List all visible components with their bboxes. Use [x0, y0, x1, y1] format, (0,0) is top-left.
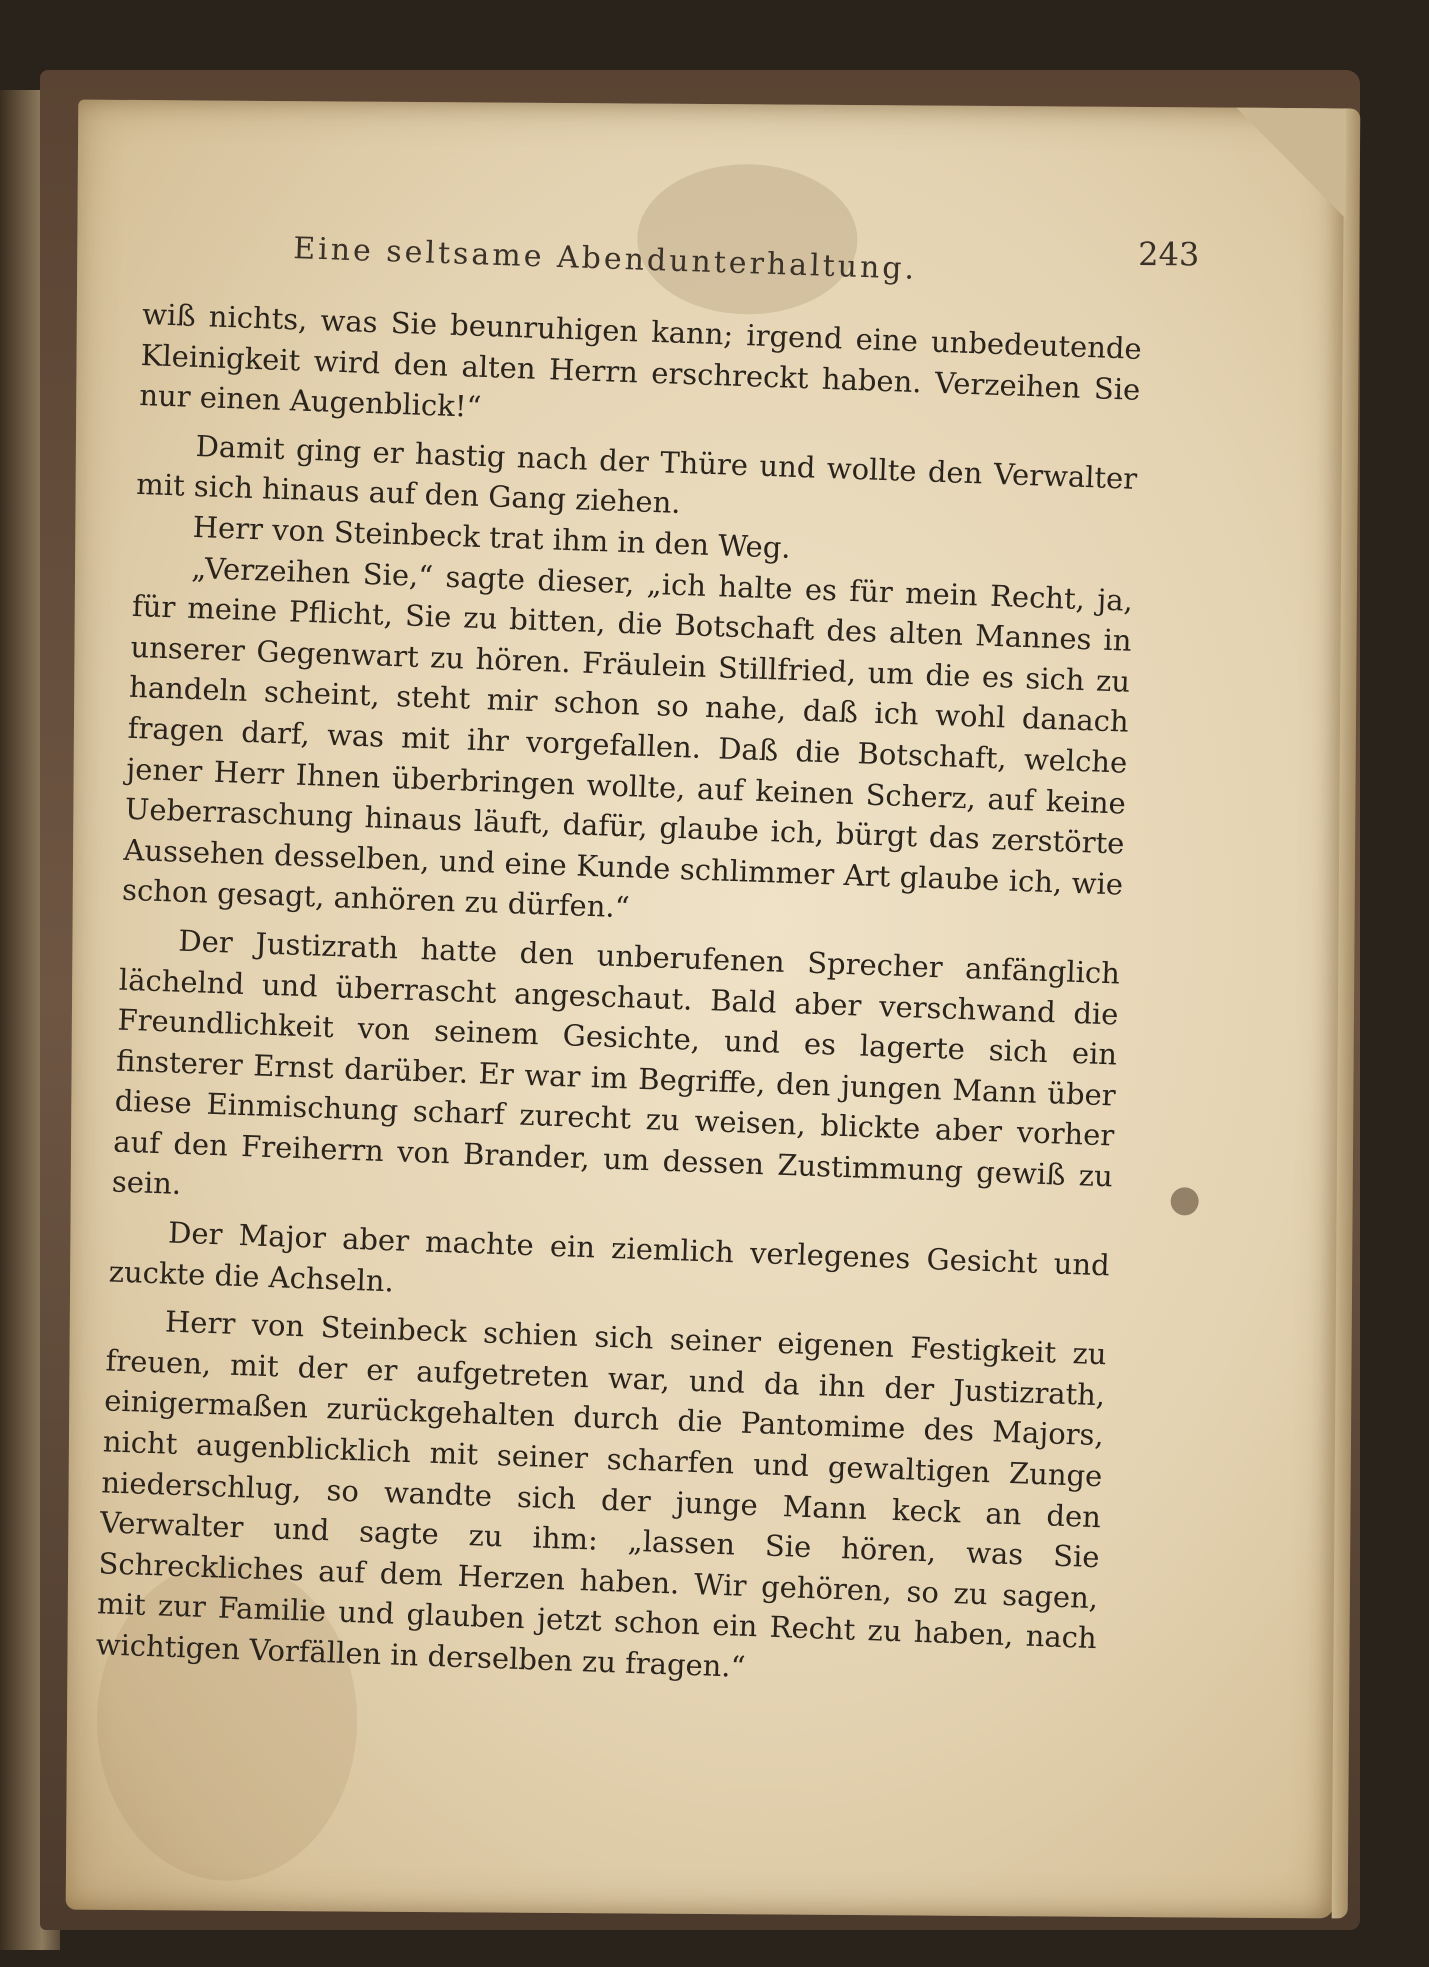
folded-corner: [1236, 108, 1347, 219]
book-page: [66, 100, 1347, 1919]
page-content: [95, 230, 1200, 1684]
body-text: [95, 294, 1142, 1700]
paragraph: Der Justizrath hatte den unberufenen Sprecher anfänglich lächelnd und überrascht angeschaut. Bald aber verschwand die Freundlichkeit von seinem Gesichte, und es lagerte sich ein finsterer Ernst darüber. Er war im Begriffe, den jungen Mann über diese Einmischung scharf zurecht zu weisen, blickte aber vorher auf den Freiherrn von Brander, um dessen Zustimmung gewiß zu sein.: [111, 923, 1121, 1202]
paragraph: Der Major aber machte ein ziemlich verlegenes Gesicht und zuckte die Achseln.: [108, 1215, 1111, 1299]
paragraph: Herr von Steinbeck trat ihm in den Weg.: [192, 509, 792, 565]
paragraph: wiß nichts, was Sie beunruhigen kann; irgend eine unbedeutende Kleinigkeit wird den alten Herrn erschreckt haben. Verzeihen Sie nur einen Augenblick!“: [138, 297, 1143, 425]
running-title: Eine seltsame Abendunterhaltung.: [292, 231, 918, 287]
paper-spot: [1171, 1187, 1199, 1215]
paragraph: „Verzeihen Sie,“ sagte dieser, „ich halte es für mein Recht, ja, für meine Pflicht, Sie zu bitten, die Botschaft des alten Mannes in unserer Gegenwart zu hören. Fräulein Stillfried, um die es sich zu handeln scheint, steht mir schon so nahe, daß ich wohl danach fragen darf, was mit ihr vorgefallen. Daß die Botschaft, welche jener Herr Ihnen überbringen wollte, auf keinen Scherz, auf keine Ueberraschung hinaus läuft, dafür, glaube ich, bürgt das zerstörte Aussehen desselben, und eine Kunde schlimmer Art glaube ich, wie schon gesagt, anhören zu dürfen.“: [121, 550, 1134, 925]
paragraph: Herr von Steinbeck schien sich seiner eigenen Festigkeit zu freuen, mit der er aufgetreten war, und da ihn der Justizrath, einigermaßen zurückgehalten durch die Pantomime des Majors, nicht augenblicklich mit seiner scharfen und gewaltigen Zunge niederschlug, so wandte sich der junge Mann keck an den Verwalter und sagte zu ihm: „lassen Sie hören, was Sie Schreckliches auf dem Herzen haben. Wir gehören, so zu sagen, mit zur Familie und glauben jetzt schon ein Recht zu haben, nach wichtigen Vorfällen in derselben zu fragen.“: [95, 1304, 1108, 1684]
paragraph: Damit ging er hastig nach der Thüre und wollte den Verwalter mit sich hinaus auf den Gang ziehen.: [135, 428, 1138, 521]
page-header: [143, 230, 1200, 297]
page-number: 243: [1138, 234, 1200, 274]
